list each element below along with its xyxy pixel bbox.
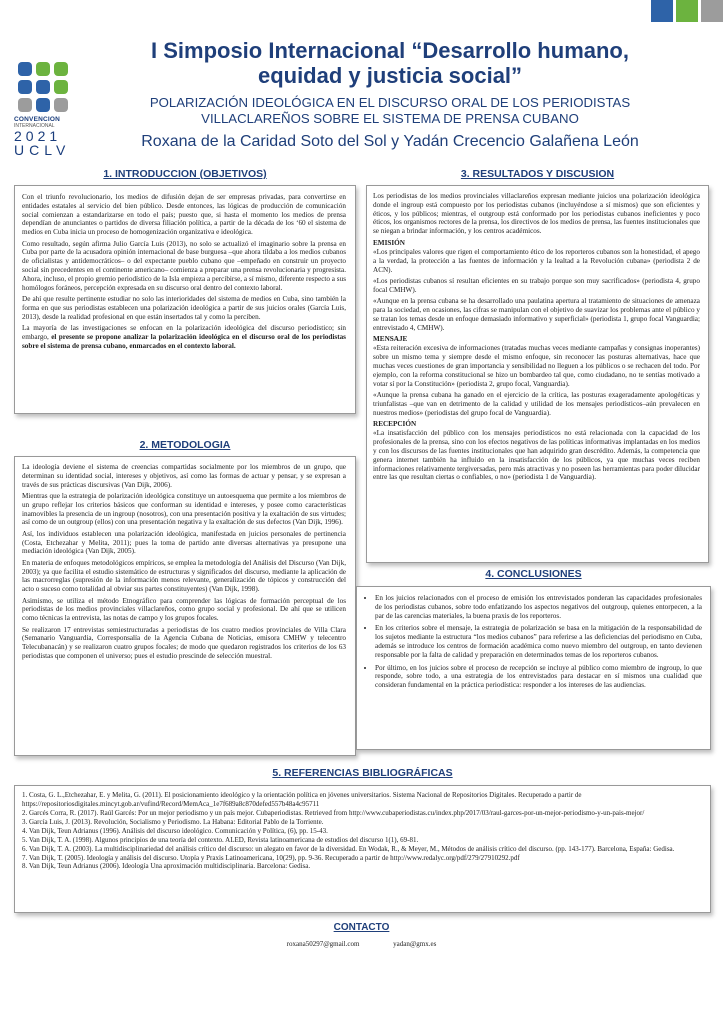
intro-objective: el presente se propone analizar la polarización ideológica en el discurso oral de los periodistas sobre el sistema de prensa cubano, enmarcados en el contexto laboral. <box>22 332 346 350</box>
contacto-section <box>0 922 723 948</box>
conclusiones-list <box>363 594 702 690</box>
conclusiones-heading: 4. CONCLUSIONES <box>485 568 582 580</box>
conclusion-item: • Por último, en los juicios sobre el proceso de recepción se incluye al público como miembro de ingroup, lo que responde, sobre todo, a una estrategia de los entrevistados para destacar en sí mismos una cualidad que consideran fundamental en la práctica periodística: responder a los intereses de las audiencias. <box>375 664 702 690</box>
intro-paragraph: Con el triunfo revolucionario, los medios de difusión dejan de ser empresas privadas, para convertirse en entidades estatales al servicio del bien público. Desde entonces, las lógicas de producción de comunicación social comienzan a estandarizarse en todo el país; puesto que, si hasta el momento los medios de prensa dependían de anunciantes o partidos de diversa filiación política, a partir de la década de los ‘60 el sistema de medios en Cuba inicia un proceso de homogenización organizativa e ideológica. <box>22 193 346 237</box>
metodologia-paragraph: Asimismo, se utiliza el método Etnográfico para comprender las lógicas de formación perceptual de los periodistas de los medios provinciales villaclareños, como grupo social y profesional. De ahí que se utilicen como técnicas la entrevista, las notas de campo y los grupos focales. <box>22 596 346 623</box>
green-square <box>676 0 698 22</box>
intro-section <box>14 168 356 414</box>
mensaje-quote: «Esta reiteración excesiva de informaciones (tratadas muchas veces mediante campañas y consignas inoperantes) sobre un mismo tema y siempre desde el mismo enfoque, sin reconocer las posturas alternativas, hace que muchas veces cuestiones de gran importancia y sensibilidad no lleguen a los públicos o se rechacen del todo. Por ejemplo, con la reforma constitucional se hizo un bombardeo tal que, como ciudadano, no te sentías motivado a votar sí por la Constitución» (periodista 2, grupo focal, Vanguardia). <box>373 344 700 388</box>
reference-item: 2. Garcés Corra, R. (2017). Raúl Garcés: Por un mejor periodismo y un país mejor. Cubaperiodistas. Retrieved from http://www.cubaperiodistas.cu/index.php/2017/03/raul-garces-por-un-mejor-periodismo-y-un-pais-mejor/ <box>22 808 645 817</box>
metodologia-paragraph: La ideología deviene el sistema de creencias compartidas socialmente por los miembros de un grupo, que determinan su identidad social, intereses y objetivos, así como las formas de actuar y pensar, y se expresan a través de sus prácticas discursivas (Van Dijk, 2006). <box>22 463 346 489</box>
resultados-heading: 3. RESULTADOS Y DISCUSION <box>460 168 615 180</box>
referencias-box <box>14 785 711 913</box>
conclusiones-section <box>356 568 711 750</box>
mensaje-quote: «Aunque la prensa cubana ha ganado en el ejercicio de la crítica, las posturas exageradamente apologéticas y triunfalistas –que van en detrimento de la calidad y utilidad de los mensajes periodísticos–aún prevalecen en nuestros medios» (periodistas del grupo focal de Vanguardia). <box>373 390 700 417</box>
contacto-heading: CONTACTO <box>333 922 390 933</box>
conclusiones-box <box>356 586 711 750</box>
referencias-section <box>14 767 711 913</box>
intro-heading: 1. INTRODUCCION (OBJETIVOS) <box>103 168 267 180</box>
logo-squares-icon <box>18 62 70 112</box>
metodologia-paragraph: Así, los individuos establecen una polarización ideológica, manifestada en juicios personales de pertinencia (Costa, Etchezahar y Melita, 2011); pues la toma de partido ante diversas alternativas ya presupone una mediación ideológica (Van Dijk, 2005). <box>22 529 346 556</box>
reference-item: 5. Van Dijk, T. A. (1998). Algunos principios de una teoría del contexto. ALED, Revista latinoamericana de estudios del discurso 1(1), 69-81. <box>22 835 419 844</box>
poster-title: I Simposio Internacional “Desarrollo humano, equidad y justicia social” <box>151 38 629 88</box>
emision-quote: «Aunque en la prensa cubana se ha desarrollado una paulatina apertura al tratamiento de situaciones de amenaza para la sociedad, en ocasiones, las cifras se manipulan con el objetivo de suavizar los problemas ante el público y se tratan los temas desde un enfoque demasiado informativo y superficial» (periodista 1, grupo focal Vanguardia; entrevistado 4, CMHW). <box>373 297 700 332</box>
metodologia-paragraph: En materia de enfoques metodológicos empíricos, se emplea la metodología del Análisis del Discurso (Van Dijk, 2003); ya que facilita el estudio sistemático de estructuras y significados del discurso, mediante la aplicación de las macrorreglas (supresión de la información menos relevante, generalización de tópicos y construcción del acto o suceso como totalidad al obviar sus partes constituyentes) (Van Dijk, 1998). <box>22 558 346 594</box>
intro-paragraph: Como resultado, según afirma Julio García Luis (2013), no solo se actualizó el imaginario sobre la prensa en Cuba por parte de la acusadora opinión internacional de base burguesa –que ahora tildaba a los medios cubanos de oficialistas y antidemocráticos– o del expectante pueblo cubano que –empeñado en construir un proyecto social sin precedentes en el continente americano– comienza a preparar una prensa revolucionaria y progresista. Ahora, incluso, el propio gremio periodístico de la Isla empieza a percibirse, a sí mismo, diferente respecto a sus homólogos foráneos, percepción expresada en su discurso oral dentro del contexto laboral. <box>22 239 346 292</box>
blue-square <box>651 0 673 22</box>
intro-paragraph: La mayoría de las investigaciones se enfocan en la polarización ideológica del discurso periodístico; sin embargo, el presente se propone analizar la polarización ideológica en el discurso oral de los periodistas sobre el sistema de prensa cubano, enmarcados en el contexto laboral. <box>22 323 346 350</box>
metodologia-paragraph: Se realizaron 17 entrevistas semiestructuradas a periodistas de los cuatro medios provinciales de Villa Clara (Semanario Vanguardia, Corresponsalía de la Agencia Cubana de Noticias, emisora CMHW y telecentro Telecubanacán) y se realizaron cuatro grupos focales; de modo que quedaron registrados los criterios de los 63 periodistas que componen el universo; pues el estudio prescinde de selección muestral. <box>22 625 346 660</box>
convention-logo <box>14 62 70 157</box>
logo-uclv: UCLV <box>14 142 71 158</box>
poster-subtitle: POLARIZACIÓN IDEOLÓGICA EN EL DISCURSO ORAL DE LOS PERIODISTAS VILLACLAREÑOS SOBRE EL SISTEMA DE PRENSA CUBANO <box>149 95 631 126</box>
reference-item: 1. Costa, G. L.,Etchezahar, E. y Melita, G. (2011). El posicionamiento ideológico y la orientación política en jóvenes universitarios. Sistema Nacional de Repositorios Digitales. Recuperado a partir de https://repositoriosdigitales.mincyt.gob.ar/vufind/Record/MemAca_1e7f689a8c870defed557b48a4c95711 <box>22 791 582 808</box>
metodologia-section <box>14 439 356 756</box>
email-yadan[interactable]: yadan@gmx.es <box>393 940 437 948</box>
emision-quote: «Los principales valores que rigen el comportamiento ético de los reporteros cubanos son la honestidad, el apego a la verdad, la protección a las fuentes de información y la lealtad a la Revolución cubana» (periodista 2 de ACN). <box>373 247 700 274</box>
reference-item: 6. Van Dijk, T. A. (2003). La multidisciplinariedad del análisis crítico del discurso: un alegato en favor de la diversidad. En Wodak, R., & Meyer, M., Métodos de análisis crítico del discurso. (pp. 143-177). Barcelona, España: Gedisa. <box>22 844 675 853</box>
mensaje-label: MENSAJE <box>373 335 408 344</box>
corner-squares <box>651 0 723 22</box>
intro-paragraph: De ahí que resulte pertinente estudiar no solo las interioridades del sistema de medios en Cuba, sino también la forma en que sus periodistas establecen una polarización ideológica a partir de sus juicios orales (García Luis, 2013), desde la realidad profesional en que están insertados tal y como la perciben. <box>22 294 346 321</box>
recepcion-label: RECEPCIÓN <box>373 420 417 429</box>
gray-square <box>701 0 723 22</box>
poster-header <box>90 38 690 151</box>
poster-authors: Roxana de la Caridad Soto del Sol y Yadán Crecencio Galañena León <box>141 133 639 150</box>
metodologia-heading: 2. METODOLOGIA <box>139 439 231 451</box>
emision-label: EMISIÓN <box>373 238 405 247</box>
logo-year: 2021 <box>14 128 62 144</box>
logo-convencion: CONVENCION <box>14 116 61 123</box>
intro-box <box>14 185 356 414</box>
resultados-box <box>366 185 709 563</box>
email-roxana[interactable]: roxana50297@gmail.com <box>286 940 360 948</box>
emision-quote: «Los periodistas cubanos sí resultan eficientes en su trabajo porque son muy sacrificados» (periodista 4, grupo focal CMHW). <box>373 276 700 294</box>
recepcion-quote: «La insatisfacción del público con los mensajes periodísticos no está relacionada con la capacidad de los profesionales de la prensa, sino con los efectos negativos de las políticas informativas implantadas en los medios y con los discursos de las fuentes institucionales que han adquirido gran descrédito. Además, la competencia que genera internet también ha influido en la insatisfacción de los públicos, ya que muchas veces reciben informaciones relativamente tergiversadas, pero más atractivas y no poseen las herramientas para poder dilucidar entre las que resultan ciertas o confiables, o no» (periodista 1 de Vanguardia). <box>373 429 700 482</box>
contacto-emails <box>0 940 723 948</box>
metodologia-box <box>14 456 356 756</box>
resultados-section <box>366 168 709 563</box>
metodologia-paragraph: Mientras que la estrategia de polarización ideológica constituye un autoesquema que permite a los miembros de un grupo reflejar los criterios básicos que conforman su identidad e intereses, y posee como características inamovibles la presencia de un ingroup (nosotros), con una presentación positiva y la exaltación de sus virtudes; así como de un outgroup (ellos) con una presentación negativa y la exaltación de sus defectos (Van Dijk, 1996). <box>22 491 346 527</box>
logo-internacional: INTERNACIONAL <box>14 123 55 129</box>
reference-item: 3. García Luis, J. (2013). Revolución, Socialismo y Periodismo. La Habana: Editorial Pablo de la Torriente. <box>22 817 324 826</box>
reference-item: 7. Van Dijk, T. (2005). Ideología y análisis del discurso. Utopía y Praxis Latinoamericana, 10(29), pp. 9-36. Recuperado a partir de http://www.redalyc.org/pdf/279/27910292.pdf <box>22 853 520 862</box>
reference-item: 4. Van Dijk, Teun Adrianus (1996). Análisis del discurso ideológico. Comunicación y Política, (6), pp. 15-43. <box>22 826 328 835</box>
conclusion-item: • En los juicios relacionados con el proceso de emisión los entrevistados ponderan las capacidades profesionales de los periodistas cubanos, sobre todo enfatizando los aspectos negativos del outgroup, quienes entorpecen, a la par de las carencias materiales, la buena praxis de los reporteros. <box>375 594 702 620</box>
referencias-heading: 5. REFERENCIAS BIBLIOGRÁFICAS <box>272 767 453 779</box>
reference-item: 8. Van Dijk, Teun Adrianus (2006). Ideología Una aproximación multidisciplinaria. Barcelona: Gedisa. <box>22 862 311 871</box>
resultados-paragraph: Los periodistas de los medios provinciales villaclareños expresan mediante juicios una polarización ideológica donde el ingroup está compuesto por los periodistas cubanos (incluyéndose a sí mismos) que son eficientes y éticos, y los públicos; mientras, el outgroup está conformado por los periodistas cubanos ineficientes y poco éticos, los organismos rectores de la prensa, los directivos de los medios de prensa, las fuentes institucionales que se niegan a brindar información, y los centros académicos. <box>373 192 700 236</box>
conclusion-item: • En los criterios sobre el mensaje, la estrategia de polarización se basa en la mitigación de la responsabilidad de los sujetos mediante la estructura “los medios cubanos” para referirse a las deficiencias del periodismo en Cuba, además se introduce los centros de formación académica como nuevo miembro del outgroup, en tanto devienen responsable por la falta de calidad y preparación en determinados temas de los reporteros cubanos. <box>375 624 702 659</box>
